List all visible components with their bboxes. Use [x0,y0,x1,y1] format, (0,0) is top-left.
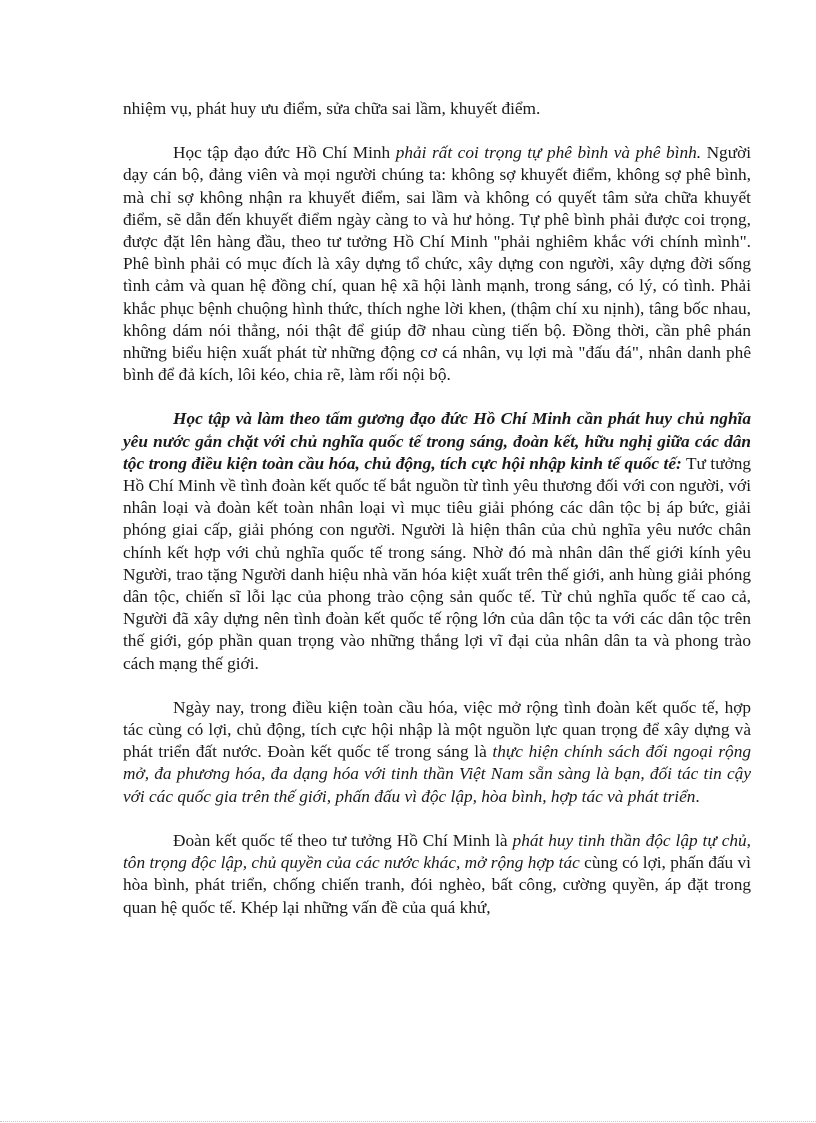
paragraph-4-emphasis: thực hiện chính sách đối ngoại rộng mở, đa phương hóa, đa dạng hóa với tinh thần Việt Nam sẵn sàng là bạn, đối tác tin cậy với các quốc gia trên thế giới, phấn đấu vì độc lập, hòa bình, hợp tác và phát triển [123,742,751,806]
paragraph-4-end: . [695,786,700,806]
paragraph-3-heading: Học tập và làm theo tấm gương đạo đức Hồ Chí Minh cần phát huy chủ nghĩa yêu nước gắn chặt với chủ nghĩa quốc tế trong sáng, đoàn kết, hữu nghị giữa các dân tộc trong điều kiện toàn cầu hóa, chủ động, tích cực hội nhập kinh tế quốc tế: [123,409,751,473]
paragraph-5-emphasis: phát huy tinh thần độc lập tự chủ, tôn trọng độc lập, chủ quyền của các nước khác, mở rộng hợp tác [123,830,751,873]
paragraph-2-body: Người dạy cán bộ, đảng viên và mọi người chúng ta: không sợ khuyết điểm, không sợ phê bình, mà chỉ sợ không nhận ra khuyết điểm, sai lầm và không có quyết tâm sửa chữa khuyết điểm, sẽ dẫn đến khuyết điểm ngày càng to và hư hỏng. Tự phê bình phải được coi trọng, được đặt lên hàng đầu, theo tư tưởng Hồ Chí Minh "phải nghiêm khắc với chính mình". Phê bình phải có mục đích là xây dựng tổ chức, xây dựng con người, xây dựng đời sống tình cảm và quan hệ đồng chí, quan hệ xã hội lành mạnh, trong sáng, có lý, có tình. Phải khắc phục bệnh chuộng hình thức, thích nghe lời khen, (thậm chí xu nịnh), tâng bốc nhau, không dám nói thẳng, nói thật để giúp đỡ nhau cùng tiến bộ. Đồng thời, cần phê phán những biểu hiện xuất phát từ những động cơ cá nhân, vụ lợi mà "đấu đá", nhân danh phê bình để đả kích, lôi kéo, chia rẽ, làm rối nội bộ. [123,143,752,385]
paragraph-2-emphasis: phải rất coi trọng tự phê bình và phê bình. [395,143,702,163]
paragraph-5 [123,830,751,919]
paragraph-2 [123,142,751,386]
paragraph-5-body: cùng có lợi, phấn đấu vì hòa bình, phát triển, chống chiến tranh, đói nghèo, bất công, cường quyền, áp đặt trong quan hệ quốc tế. Khép lại những vấn đề của quá khứ, [123,853,751,917]
paragraph-2-lead: Học tập đạo đức Hồ Chí Minh [173,143,396,163]
document-page [123,98,751,941]
paragraph-3 [123,408,751,674]
paragraph-4-lead: Ngày nay, trong điều kiện toàn cầu hóa, việc mở rộng tình đoàn kết quốc tế, hợp tác cùng có lợi, chủ động, tích cực hội nhập là một nguồn lực quan trọng để xây dựng và phát triển đất nước. Đoàn kết quốc tế trong sáng là [123,697,751,762]
paragraph-1: nhiệm vụ, phát huy ưu điểm, sửa chữa sai lầm, khuyết điểm. [123,99,541,118]
paragraph-4 [123,697,751,808]
page-bottom-border [0,1121,816,1122]
paragraph-3-body: Tư tưởng Hồ Chí Minh về tình đoàn kết quốc tế bắt nguồn từ tình yêu thương đối với con người, với nhân loại và đoàn kết toàn nhân loại vì mục tiêu giải phóng các dân tộc bị áp bức, giải phóng giai cấp, giải phóng con người. Người là hiện thân của chủ nghĩa yêu nước chân chính kết hợp với chủ nghĩa quốc tế trong sáng. Nhờ đó mà nhân dân thế giới kính yêu Người, trao tặng Người danh hiệu nhà văn hóa kiệt xuất trên thế giới, anh hùng giải phóng dân tộc, chiến sĩ lỗi lạc của phong trào cộng sản quốc tế. Từ chủ nghĩa quốc tế cao cả, Người đã xây dựng nên tình đoàn kết quốc tế rộng lớn của dân tộc ta với các dân tộc trên thế giới, góp phần quan trọng vào những thắng lợi vĩ đại của nhân dân ta và phong trào cách mạng thế giới. [123,453,751,673]
paragraph-5-lead: Đoàn kết quốc tế theo tư tưởng Hồ Chí Minh là [173,830,513,850]
